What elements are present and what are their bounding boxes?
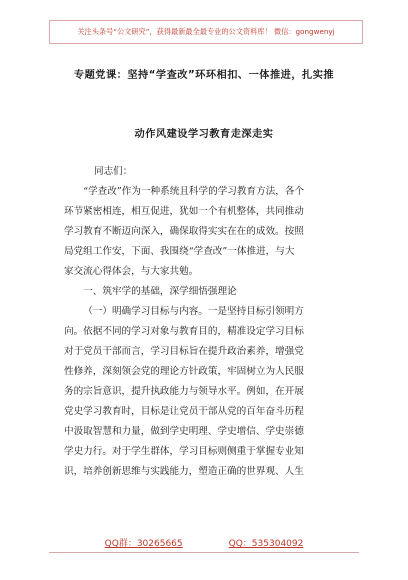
body-line: 党史学习教育时，目标是让党员干部从党的百年奋斗历程: [64, 406, 304, 417]
document-title-line-2: 动作风建设学习教育走深走实: [134, 129, 274, 140]
body-line: 环节紧密相连，相互促进，犹如一个有机整体，共同推动: [64, 206, 304, 217]
document-title-line-1: 专题党课：坚持“学查改”环环相扣、一体推进，扎实推: [73, 70, 335, 81]
footer-divider: [49, 552, 359, 553]
salutation: 同志们：: [94, 166, 133, 177]
body-line: 识，培养创新思维与实践能力，塑造正确的世界观、人生: [64, 466, 304, 477]
intro-paragraph: [64, 182, 346, 282]
footer-qq-group: QQ群：30265665: [104, 539, 183, 549]
body-line: 学习教育不断迈向深入，确保取得实实在在的成效。按照: [64, 226, 304, 237]
body-line: 局党组工作安，下面、我围绕“学查改”一体推进，与大: [64, 246, 295, 257]
body-line: 对于党员干部而言，学习目标旨在提升政治素养，增强党: [64, 346, 304, 357]
body-line: 学史力行。对于学生群体，学习目标则侧重于掌握专业知: [64, 446, 304, 457]
body-line: 家交流心得体会，与大家共勉。: [64, 266, 199, 277]
footer-contact: [0, 536, 408, 549]
body-line: “学查改”作为一种系统且科学的学习教育方法，各个: [83, 186, 305, 197]
body-line: 向。依据不同的学习对象与教育目的，精准设定学习目标: [64, 326, 304, 337]
footer-qq: QQ：535304092: [228, 539, 304, 549]
section-heading-1: 一、筑牢学的基础，深学细悟强理论: [83, 286, 237, 297]
promo-header-text: 关注头条号“公文研究”，获得最新最全最专业的公文资料库！ 微信：gongwenyj: [77, 27, 335, 36]
body-line: （一）明确学习目标与内容。一是坚持目标引领明方: [83, 306, 304, 317]
promo-header-box: [49, 20, 363, 44]
body-line: 务的宗旨意识，提升执政能力与领导水平。例如，在开展: [64, 386, 304, 397]
body-line: 中汲取智慧和力量，做到学史明理、学史增信、学史崇德: [64, 426, 304, 437]
body-line: 性修养，深刻领会党的理论方针政策，牢固树立为人民服: [64, 366, 304, 377]
document-body: [64, 162, 346, 482]
subsection-paragraph-1: [64, 302, 346, 482]
